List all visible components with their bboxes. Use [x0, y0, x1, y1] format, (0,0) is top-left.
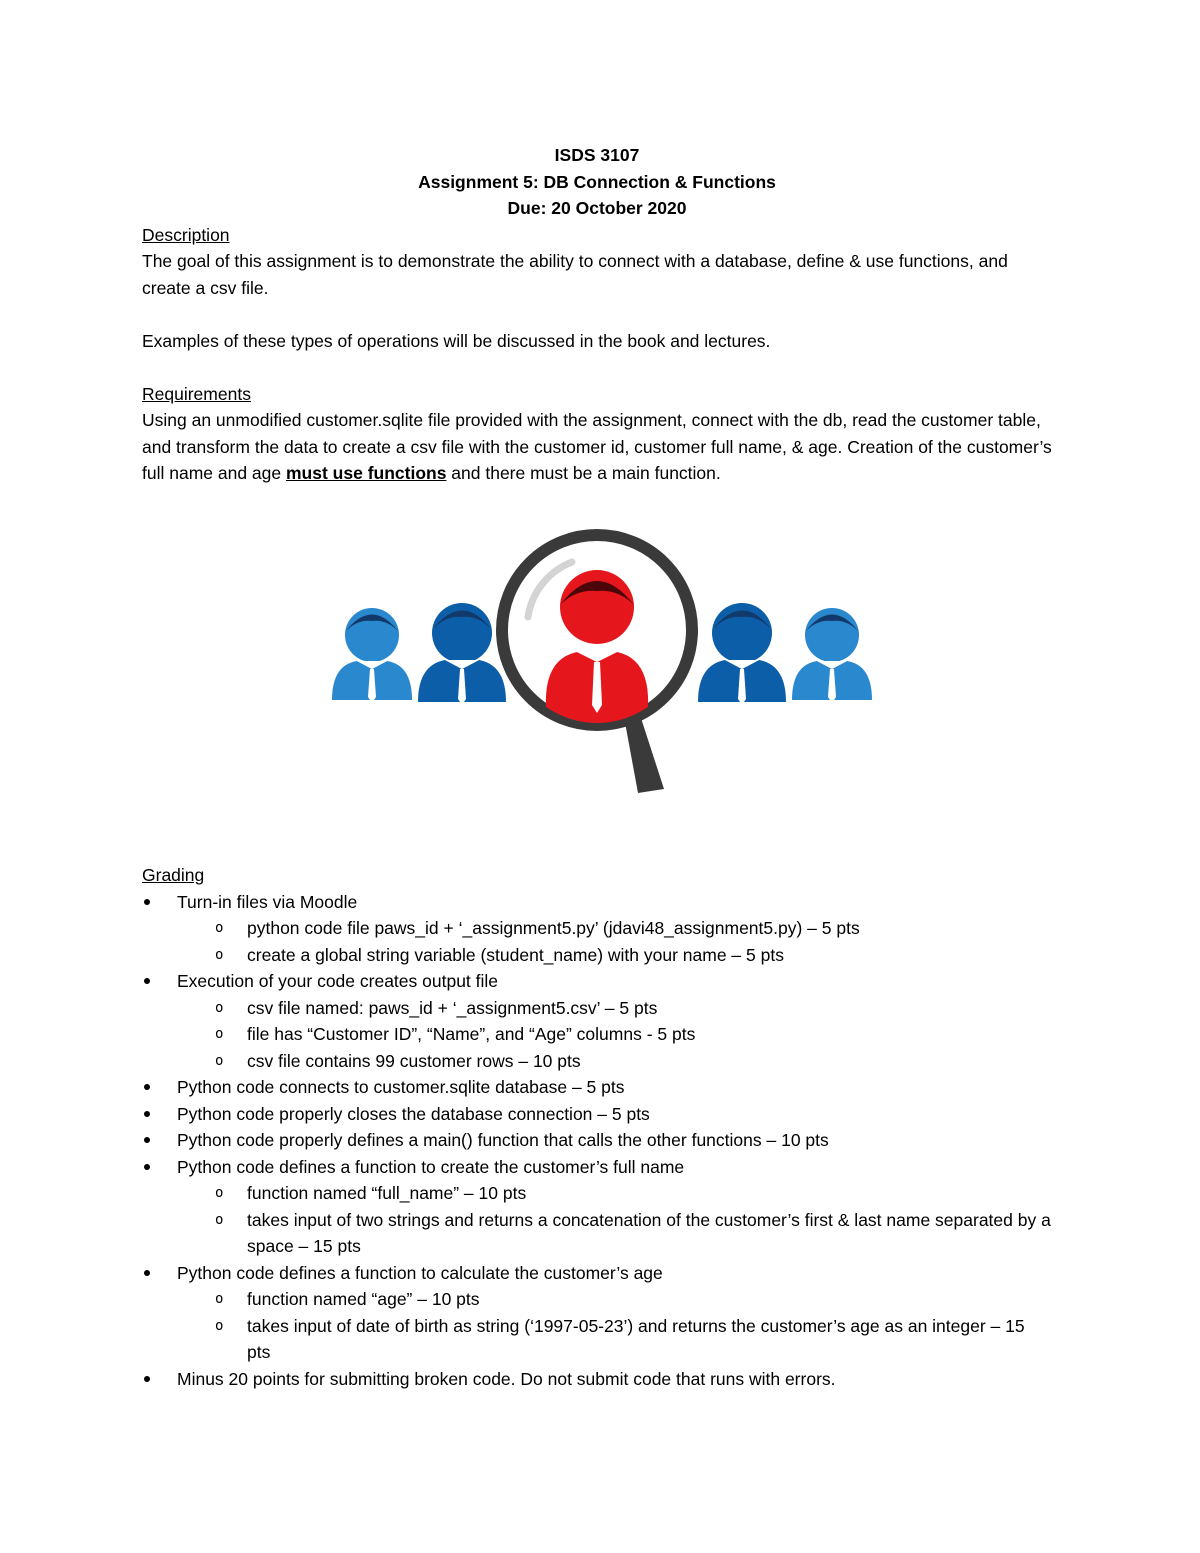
sub-list [177, 1180, 1052, 1260]
description-heading: Description [142, 224, 230, 245]
list-item [142, 1260, 1052, 1366]
list-item-text: Python code defines a function to create the customer’s full name [177, 1156, 685, 1177]
list-item: Minus 20 points for submitting broken code. Do not submit code that runs with errors. [142, 1366, 1052, 1393]
magnifier-handle-icon [624, 715, 664, 793]
list-item: Python code connects to customer.sqlite database – 5 pts [142, 1074, 1052, 1101]
list-item-text: Turn-in files via Moodle [177, 891, 358, 912]
description-paragraph-1: The goal of this assignment is to demonstrate the ability to connect with a database, define & use functions, and create a csv file. [142, 251, 1008, 298]
sub-list-item: o takes input of date of birth as string (‘1997-05-23’) and returns the customer’s age as an integer – 15 pts [177, 1313, 1052, 1366]
requirements-emphasis: must use functions [286, 463, 447, 483]
sub-list-item: o python code file paws_id + ‘_assignment5.py’ (jdavi48_assignment5.py) – 5 pts [177, 915, 1052, 942]
grading-list [142, 889, 1052, 1393]
sub-list-item: o csv file contains 99 customer rows – 10 pts [177, 1048, 1052, 1075]
sub-list-item: o file has “Customer ID”, “Name”, and “Age” columns - 5 pts [177, 1021, 1052, 1048]
requirements-text-after: and there must be a main function. [446, 463, 721, 483]
list-item-text: Python code defines a function to calculate the customer’s age [177, 1262, 663, 1283]
sub-list [177, 1286, 1052, 1366]
person-icon [698, 603, 786, 705]
sub-list [177, 995, 1052, 1075]
list-item: Python code properly closes the database connection – 5 pts [142, 1101, 1052, 1128]
description-paragraph-2: Examples of these types of operations will be discussed in the book and lectures. [142, 330, 771, 351]
sub-list-item: o function named “full_name” – 10 pts [177, 1180, 1052, 1207]
requirements-text-before: Using an unmodified customer.sqlite file provided with the assignment, connect with the db, read the customer table, and transform the data to create a csv file with the customer id, customer full name, & age. Creation of the customer’s full name and age [142, 410, 1052, 483]
list-item [142, 889, 1052, 969]
grading-heading: Grading [142, 865, 205, 885]
sub-list-item: o csv file named: paws_id + ‘_assignment5.csv’ – 5 pts [177, 995, 1052, 1022]
grading-section [142, 862, 1052, 1392]
due-date: Due: 20 October 2020 [507, 198, 687, 218]
spacer [142, 354, 1052, 381]
sub-list [177, 915, 1052, 968]
sub-list-item: o function named “age” – 10 pts [177, 1286, 1052, 1313]
magnifier-people-icon [332, 527, 872, 797]
person-icon [792, 608, 872, 703]
sub-list-item: o takes input of two strings and returns a concatenation of the customer’s first & last name separated by a space – 15 pts [177, 1207, 1052, 1260]
sub-list-item: o create a global string variable (student_name) with your name – 5 pts [177, 942, 1052, 969]
person-icon [418, 603, 506, 705]
list-item [142, 1154, 1052, 1260]
assignment-title: Assignment 5: DB Connection & Functions [418, 171, 776, 192]
document-body [142, 142, 1052, 797]
list-item [142, 968, 1052, 1074]
requirements-paragraph [142, 407, 1052, 487]
person-icon [332, 608, 412, 703]
requirements-heading: Requirements [142, 383, 251, 404]
list-item: Python code properly defines a main() function that calls the other functions – 10 pts [142, 1127, 1052, 1154]
spacer [142, 301, 1052, 328]
list-item-text: Execution of your code creates output file [177, 971, 499, 991]
course-title: ISDS 3107 [554, 145, 640, 165]
